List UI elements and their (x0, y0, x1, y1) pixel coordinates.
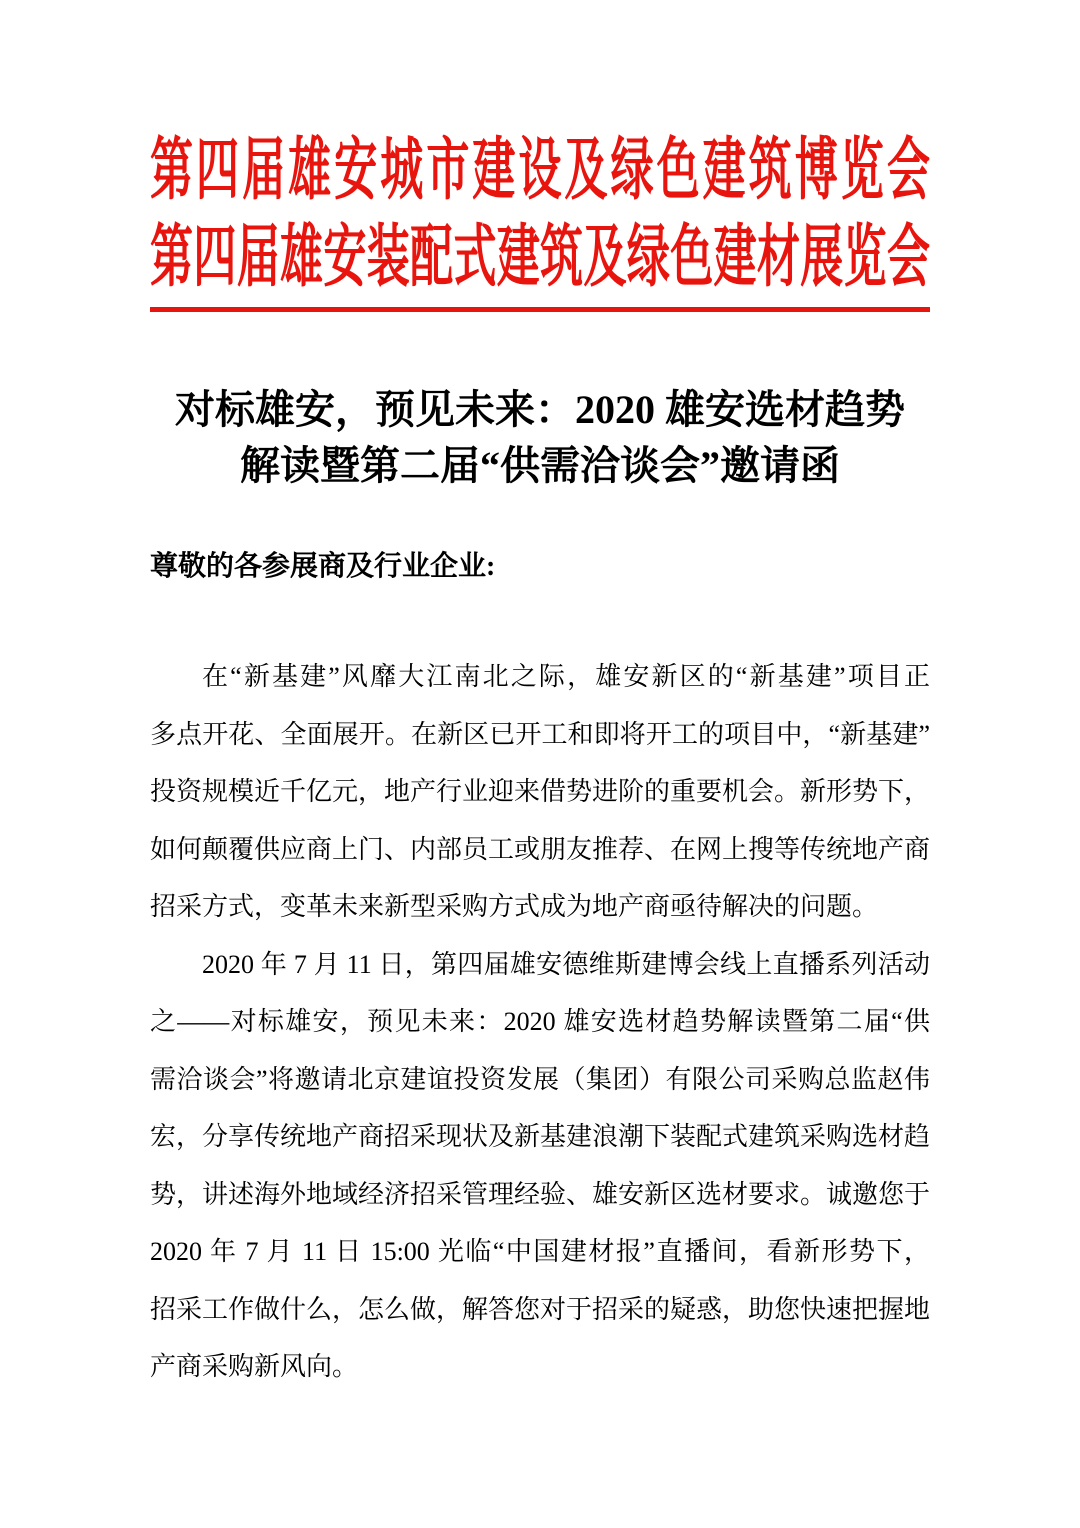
body-text (150, 648, 930, 1396)
text-line: 多点开花、全面展开。在新区已开工和即将开工的项目中，“新基建” (150, 719, 930, 749)
banner-line-1: 第四届雄安城市建设及绿色建筑博览会 (150, 134, 930, 209)
document-title (150, 382, 930, 494)
banner-headline (150, 128, 930, 302)
text-line: 如何颠覆供应商上门、内部员工或朋友推荐、在网上搜等传统地产商 (150, 834, 930, 864)
text-line: 招采工作做什么，怎么做，解答您对于招采的疑惑，助您快速把握地 (150, 1294, 930, 1324)
text-line: 宏，分享传统地产商招采现状及新基建浪潮下装配式建筑采购选材趋 (150, 1122, 930, 1151)
text-line: 需洽谈会”将邀请北京建谊投资发展（集团）有限公司采购总监赵伟 (150, 1064, 930, 1094)
text-line: 招采方式，变革未来新型采购方式成为地产商亟待解决的问题。 (150, 892, 879, 921)
text-line: 2020 年 7 月 11 日 15:00 光临“中国建材报”直播间，看新形势下， (150, 1237, 930, 1266)
document-title-line-1: 对标雄安，预见未来：2020 雄安选材趋势 (175, 387, 905, 432)
banner-line-2: 第四届雄安装配式建筑及绿色建材展览会 (150, 221, 930, 296)
text-line: 2020 年 7 月 11 日，第四届雄安德维斯建博会线上直播系列活动 (202, 949, 930, 979)
document-title-line-2: 解读暨第二届“供需洽谈会”邀请函 (240, 443, 840, 488)
paragraph-1 (150, 648, 930, 936)
text-line: 产商采购新风向。 (150, 1352, 359, 1381)
paragraph-2 (150, 936, 930, 1396)
salutation: 尊敬的各参展商及行业企业: (150, 551, 496, 582)
text-line: 在“新基建”风靡大江南北之际，雄安新区的“新基建”项目正 (202, 662, 930, 691)
text-line: 投资规模近千亿元，地产行业迎来借势进阶的重要机会。新形势下， (150, 777, 930, 806)
text-line: 之——对标雄安，预见未来：2020 雄安选材趋势解读暨第二届“供 (150, 1007, 930, 1036)
text-line: 势，讲述海外地域经济招采管理经验、雄安新区选材要求。诚邀您于 (150, 1179, 930, 1209)
